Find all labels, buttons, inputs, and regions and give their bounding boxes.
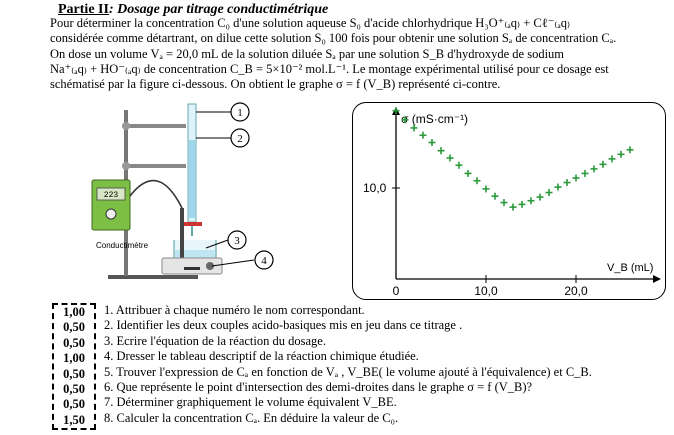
question-item: 3. Ecrire l'équation de la réaction du dosage. — [104, 333, 326, 348]
data-point — [420, 132, 427, 139]
data-point — [456, 162, 463, 169]
data-point — [483, 185, 490, 192]
burette-tap — [182, 222, 202, 226]
callout-4-label: 4 — [261, 255, 267, 267]
data-point — [555, 184, 562, 191]
x-axis-label: V_B (mL) — [607, 262, 654, 274]
questions-list — [104, 303, 664, 426]
question-points: 0,50 — [63, 320, 85, 335]
data-point — [609, 155, 616, 162]
stir-bar — [184, 267, 200, 270]
data-point — [573, 174, 580, 181]
data-point — [564, 179, 571, 186]
data-point — [618, 151, 625, 158]
x-axis-arrow — [653, 275, 661, 283]
data-point — [429, 139, 436, 146]
conductimeter-device — [92, 180, 130, 230]
question-points: 1,50 — [63, 412, 85, 427]
question-item: 4. Dresser le tableau descriptif de la réaction chimique étudiée. — [104, 349, 419, 364]
question-item: 8. Calculer la concentration Cₐ. En déduire la valeur de C₀. — [104, 410, 399, 425]
question-item: 7. Déterminer graphiquement le volume équivalent V_BE. — [104, 395, 397, 410]
data-point — [474, 177, 481, 184]
intro-paragraph — [50, 16, 664, 92]
question-item: 6. Que représente le point d'intersection des demi-droites dans le graphe σ = f (V_B)? — [104, 379, 533, 394]
intro-line: Na⁺₍ₐq₎ + HO⁻₍ₐq₎ de concentration C_B = 5×10⁻² mol.L⁻¹. Le montage expérimental utilisé pour ce dosage est — [50, 61, 609, 76]
clamp-arm — [124, 124, 186, 128]
question-points: 0,50 — [63, 335, 85, 350]
data-point — [582, 170, 589, 177]
data-point — [546, 189, 553, 196]
intro-line: considérée comme détartrant, on dilue cette solution S₀ 100 fois pour obtenir une solution Sₐ de concentration Cₐ. — [50, 31, 617, 46]
data-point — [600, 161, 607, 168]
intro-line: Pour déterminer la concentration C₀ d'une solution aqueuse S₀ d'acide chlorhydrique H₃O⁺₍ₐq₎ + Cℓ⁻₍ₐq₎ — [50, 16, 571, 30]
points-column — [52, 303, 96, 430]
conductivity-probe — [180, 208, 184, 264]
x-tick-label: 0 — [392, 284, 400, 298]
data-point — [537, 194, 544, 201]
question-points: 0,50 — [63, 397, 85, 412]
data-point — [519, 201, 526, 208]
data-point — [438, 147, 445, 154]
data-point — [447, 154, 454, 161]
callout-1-label: 1 — [237, 107, 243, 119]
x-tick-label: 10,0 — [474, 284, 498, 298]
question-points: 1,00 — [63, 305, 85, 319]
question-points: 1,00 — [63, 351, 85, 366]
data-point — [528, 197, 535, 204]
data-point — [465, 170, 472, 177]
y-tick-label: 10,0 — [363, 181, 387, 195]
intro-line: schématisé par la figure ci-dessous. On obtient le graphe σ = f (V_B) représenté ci-contre. — [50, 77, 501, 92]
data-point — [510, 204, 517, 211]
question-points: 0,50 — [63, 381, 85, 396]
callout-2-label: 2 — [237, 133, 243, 145]
conductivity-graph — [352, 102, 666, 300]
meter-display: 223 — [103, 191, 119, 200]
data-point — [492, 193, 499, 200]
question-points: 0,50 — [63, 366, 85, 381]
data-point — [501, 199, 508, 206]
x-tick-label: 20,0 — [564, 284, 588, 298]
data-point — [591, 165, 598, 172]
y-axis-label: σ (mS·cm⁻¹) — [401, 112, 469, 126]
clamp-arm — [124, 164, 186, 168]
part-title: : Dosage par titrage conductimétrique — [108, 2, 329, 17]
titration-apparatus-figure — [88, 100, 283, 290]
data-point — [627, 146, 634, 153]
probe-cable — [130, 181, 182, 208]
meter-label: Conductimètre — [96, 241, 149, 250]
part-label: Partie II — [58, 2, 109, 17]
question-item: 5. Trouver l'expression de Cₐ en fonction de Vₐ , V_BE( le volume ajouté à l'équivalence) et C_B. — [104, 364, 592, 379]
intro-line: On dose un volume Vₐ = 20,0 mL de la solution diluée Sₐ par une solution S_B d'hydroxyde de sodium — [50, 46, 565, 61]
question-item: 2. Identifier les deux couples acido-basiques mis en jeu dans ce titrage . — [104, 318, 463, 333]
question-item: 1. Attribuer à chaque numéro le nom correspondant. — [104, 303, 365, 317]
callout-3-label: 3 — [234, 235, 240, 247]
stand-base — [108, 275, 198, 279]
